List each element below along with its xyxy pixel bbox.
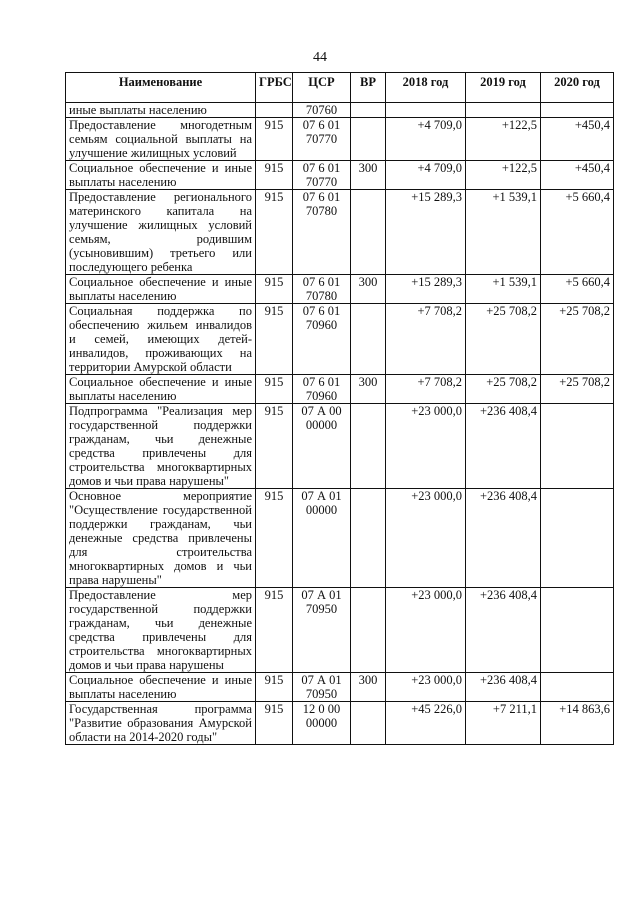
row-vr: 300 [351, 275, 386, 304]
row-2020 [541, 103, 614, 118]
header-csr: ЦСР [293, 73, 351, 103]
row-2019: +1 539,1 [466, 190, 541, 275]
row-grbs [256, 103, 293, 118]
table-row [66, 190, 614, 275]
row-2018: +4 709,0 [386, 161, 466, 190]
row-2019: +122,5 [466, 118, 541, 161]
row-2019: +236 408,4 [466, 588, 541, 673]
row-vr [351, 404, 386, 489]
row-name: Подпрограмма "Реализация мер государственной поддержки гражданам, чьи денежные средства привлечены для строительства многоквартирных домов и чьи права нарушены" [66, 404, 256, 489]
row-name: Социальное обеспечение и иные выплаты населению [66, 375, 256, 404]
table-row [66, 673, 614, 702]
row-csr: 07 А 01 70950 [293, 673, 351, 702]
row-csr: 07 6 01 70780 [293, 190, 351, 275]
row-csr: 07 А 01 00000 [293, 489, 351, 588]
row-2019: +236 408,4 [466, 489, 541, 588]
row-name: Социальное обеспечение и иные выплаты населению [66, 673, 256, 702]
row-vr: 300 [351, 375, 386, 404]
row-name: Социальная поддержка по обеспечению жильем инвалидов и семей, имеющих детей-инвалидов, проживающих на территории Амурской области [66, 304, 256, 375]
budget-table [65, 72, 614, 745]
row-2018: +7 708,2 [386, 375, 466, 404]
row-vr [351, 588, 386, 673]
row-2019: +7 211,1 [466, 702, 541, 745]
row-2019: +236 408,4 [466, 404, 541, 489]
row-2019 [466, 103, 541, 118]
table-header-row [66, 73, 614, 103]
header-2020: 2020 год [541, 73, 614, 103]
row-csr: 07 6 01 70770 [293, 118, 351, 161]
row-2018 [386, 103, 466, 118]
row-csr: 07 6 01 70770 [293, 161, 351, 190]
row-name: Предоставление мер государственной поддержки гражданам, чьи денежные средства привлечены для строительства многоквартирных домов и чьи права нарушены [66, 588, 256, 673]
row-name: иные выплаты населению [66, 103, 256, 118]
row-vr [351, 489, 386, 588]
row-grbs: 915 [256, 375, 293, 404]
row-2018: +23 000,0 [386, 489, 466, 588]
row-2020: +25 708,2 [541, 304, 614, 375]
row-csr: 07 6 01 70780 [293, 275, 351, 304]
table-row [66, 304, 614, 375]
row-2018: +23 000,0 [386, 588, 466, 673]
row-vr: 300 [351, 673, 386, 702]
table-row [66, 161, 614, 190]
row-vr: 300 [351, 161, 386, 190]
row-csr: 12 0 00 00000 [293, 702, 351, 745]
header-vr: ВР [351, 73, 386, 103]
row-2019: +1 539,1 [466, 275, 541, 304]
row-grbs: 915 [256, 275, 293, 304]
row-name: Предоставление регионального материнского капитала на улучшение жилищных условий семьям, родившим (усыновившим) третьего или последующего ребенка [66, 190, 256, 275]
row-2019: +236 408,4 [466, 673, 541, 702]
row-name: Социальное обеспечение и иные выплаты населению [66, 275, 256, 304]
row-2020: +5 660,4 [541, 190, 614, 275]
row-2018: +4 709,0 [386, 118, 466, 161]
row-vr [351, 702, 386, 745]
row-2020 [541, 489, 614, 588]
row-2019: +25 708,2 [466, 304, 541, 375]
header-name: Наименование [66, 73, 256, 103]
row-csr: 70760 [293, 103, 351, 118]
row-2018: +7 708,2 [386, 304, 466, 375]
row-grbs: 915 [256, 673, 293, 702]
row-name: Государственная программа "Развитие образования Амурской области на 2014-2020 годы" [66, 702, 256, 745]
row-grbs: 915 [256, 404, 293, 489]
header-2019: 2019 год [466, 73, 541, 103]
table-row [66, 375, 614, 404]
row-name: Социальное обеспечение и иные выплаты населению [66, 161, 256, 190]
header-grbs: ГРБС [256, 73, 293, 103]
row-2018: +15 289,3 [386, 275, 466, 304]
row-name: Основное мероприятие "Осуществление государственной поддержки гражданам, чьи денежные средства привлечены для строительства многоквартирных домов и чьи права нарушены" [66, 489, 256, 588]
row-csr: 07 А 01 70950 [293, 588, 351, 673]
table-row [66, 275, 614, 304]
row-csr: 07 А 00 00000 [293, 404, 351, 489]
page-number: 44 [313, 50, 327, 65]
row-2020: +450,4 [541, 118, 614, 161]
row-grbs: 915 [256, 304, 293, 375]
row-vr [351, 103, 386, 118]
row-2018: +45 226,0 [386, 702, 466, 745]
row-2020: +14 863,6 [541, 702, 614, 745]
row-2020: +25 708,2 [541, 375, 614, 404]
row-2018: +23 000,0 [386, 673, 466, 702]
row-vr [351, 190, 386, 275]
row-grbs: 915 [256, 489, 293, 588]
row-2019: +122,5 [466, 161, 541, 190]
row-vr [351, 304, 386, 375]
row-grbs: 915 [256, 190, 293, 275]
row-2020 [541, 404, 614, 489]
row-2018: +15 289,3 [386, 190, 466, 275]
row-2020: +5 660,4 [541, 275, 614, 304]
row-vr [351, 118, 386, 161]
row-grbs: 915 [256, 161, 293, 190]
table-row [66, 489, 614, 588]
table-row [66, 103, 614, 118]
row-2020 [541, 673, 614, 702]
row-csr: 07 6 01 70960 [293, 304, 351, 375]
row-grbs: 915 [256, 702, 293, 745]
row-2018: +23 000,0 [386, 404, 466, 489]
row-2020 [541, 588, 614, 673]
table-row [66, 404, 614, 489]
row-name: Предоставление многодетным семьям социальной выплаты на улучшение жилищных условий [66, 118, 256, 161]
header-2018: 2018 год [386, 73, 466, 103]
row-2020: +450,4 [541, 161, 614, 190]
row-csr: 07 6 01 70960 [293, 375, 351, 404]
row-2019: +25 708,2 [466, 375, 541, 404]
table-row [66, 118, 614, 161]
table-row [66, 588, 614, 673]
table-row [66, 702, 614, 745]
row-grbs: 915 [256, 118, 293, 161]
row-grbs: 915 [256, 588, 293, 673]
